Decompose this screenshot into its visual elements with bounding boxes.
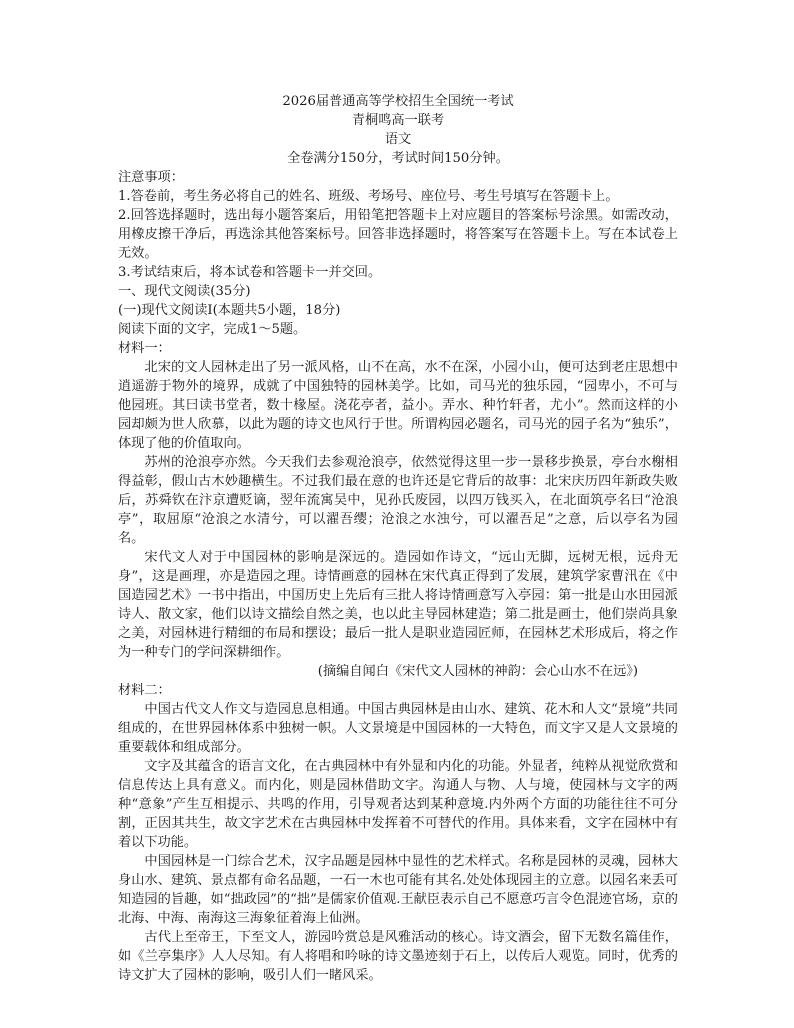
material-label: 材料一： bbox=[118, 341, 171, 356]
material-one bbox=[118, 339, 678, 681]
notice-item: 3.考试结束后，将本试卷和答题卡一并交回。 bbox=[118, 265, 382, 280]
paragraph: 中国园林是一门综合艺术，汉字品题是园林中显性的艺术样式。名称是园林的灵魂，园林大身山水、建筑、景点都有命名品题，一石一木也可能有其名.处处体现园主的立意。以园名来丢可知造园的旨趣，如“拙政园”的“拙”是儒家价值观.王献臣表示自己不愿意巧言令色混迹官场，京的北海、中海、南海这三海象征着海上仙洲。 bbox=[118, 854, 678, 926]
instruction: 阅读下面的文字，完成1～5题。 bbox=[118, 322, 307, 337]
exam-name: 青桐鸣高一联考 bbox=[351, 113, 445, 128]
exam-title: 2026届普通高等学校招生全国统一考试 bbox=[282, 94, 514, 109]
material-label: 材料二： bbox=[118, 683, 171, 698]
paragraph: 宋代文人对于中国园林的影响是深远的。造园如作诗文，“远山无脚，远树无根，远舟无身”，这是画理，亦是造园之理。诗情画意的园林在宋代真正得到了发展，建筑学家曹汛在《中国造园艺术》一书中指出，中国历史上先后有三批人将诗情画意写入亭园：第一批是山水田园派诗人、散文家，他们以诗文描绘自然之美，也以此主导园林建造；第二批是画士，他们崇尚具象之美，对园林进行精细的布局和摆设；最后一批人是职业造园匠师，在园林艺术形成后，将之作为一种专门的学问深耕细作。 bbox=[118, 550, 678, 660]
paragraph: 文字及其蕴含的语言文化，在古典园林中有外显和内化的功能。外显者，纯粹从视觉欣赏和信息传达上具有意义。而内化，则是园林借助文字。沟通人与物、人与境，使园林与文字的两种“意象”产生互相提示、共鸣的作用，引导观者达到某种意境.内外两个方面的功能往往不可分割，正因其共生，故文字艺术在古典园林中发挥着不可替代的作用。具体来看，文字在园林中有着以下功能。 bbox=[118, 759, 678, 850]
score-time: 全卷满分150分，考试时间150分钟。 bbox=[287, 151, 509, 166]
source-citation: (摘编自闻白《宋代文人园林的神韵：会心山水不在远》) bbox=[317, 664, 638, 679]
material-two bbox=[118, 681, 678, 985]
paragraph: 中国古代文人作文与造园息息相通。中国古典园林是由山水、建筑、花木和人文“景境”共同组成的，在世界园林体系中独树一帜。人文景境是中国园林的一大特色，而文字又是人文景境的重要载体和组成部分。 bbox=[118, 702, 678, 755]
paragraph: 北宋的文人园林走出了另一派风格，山不在高，水不在深，小园小山，便可达到老庄思想中逍遥游于物外的境界，成就了中国独特的园林美学。比如，司马光的独乐园，“园卑小，不可与他园班。其曰读书堂者，数十椽屋。浇花亭者，益小。弄水、种竹轩者，尤小”。然而这样的小园却颇为世人欣慕，以此为题的诗文也风行于世。所谓构园必题名，司马光的园子名为“独乐”，体现了他的价值取向。 bbox=[118, 360, 678, 451]
exam-header bbox=[118, 92, 678, 168]
subject: 语文 bbox=[384, 132, 412, 147]
section-title: 一、现代文阅读(35分) bbox=[118, 284, 251, 299]
notice-item: 1.答卷前，考生务必将自己的姓名、班级、考场号、座位号、考生号填写在答题卡上。 bbox=[118, 189, 619, 204]
reading-section bbox=[118, 282, 678, 339]
notice-section bbox=[118, 168, 678, 282]
paragraph: 古代上至帝王，下至文人，游园吟赏总是风雅活动的核心。诗文酒会，留下无数名篇佳作，如《兰亭集序》人人尽知。有人将唱和吟咏的诗文墨迹刻于石上，以传后人观览。同时，优秀的诗文扩大了园林的影响，吸引人们一睹风采。 bbox=[118, 930, 678, 983]
paragraph: 苏州的沧浪亭亦然。今天我们去参观沧浪亭，依然觉得这里一步一景移步换景，亭台水榭相得益彰，假山古木妙趣横生。不过我们最在意的也许还是它背后的故事：北宋庆历四年新政失败后，苏舜钦在汴京遭贬谪，翌年流寓吴中，见孙氏废园，以四万钱买入，在北面筑亭名曰“沧浪亭”，取屈原“沧浪之水清兮，可以濯吾缨；沧浪之水浊兮，可以濯吾足”之意，后以亭名为园名。 bbox=[118, 455, 678, 546]
notice-item: 2.回答选择题时，选出每小题答案后，用铅笔把答题卡上对应题目的答案标号涂黑。如需改动，用橡皮擦干净后，再选涂其他答案标号。回答非选择题时，将答案写在答题卡上。写在本试卷上无效。 bbox=[118, 208, 678, 261]
notice-title: 注意事项： bbox=[118, 170, 184, 185]
page-content bbox=[118, 92, 678, 985]
subsection-title: (一)现代文阅读Ⅰ(本题共5小题，18分) bbox=[118, 303, 341, 318]
